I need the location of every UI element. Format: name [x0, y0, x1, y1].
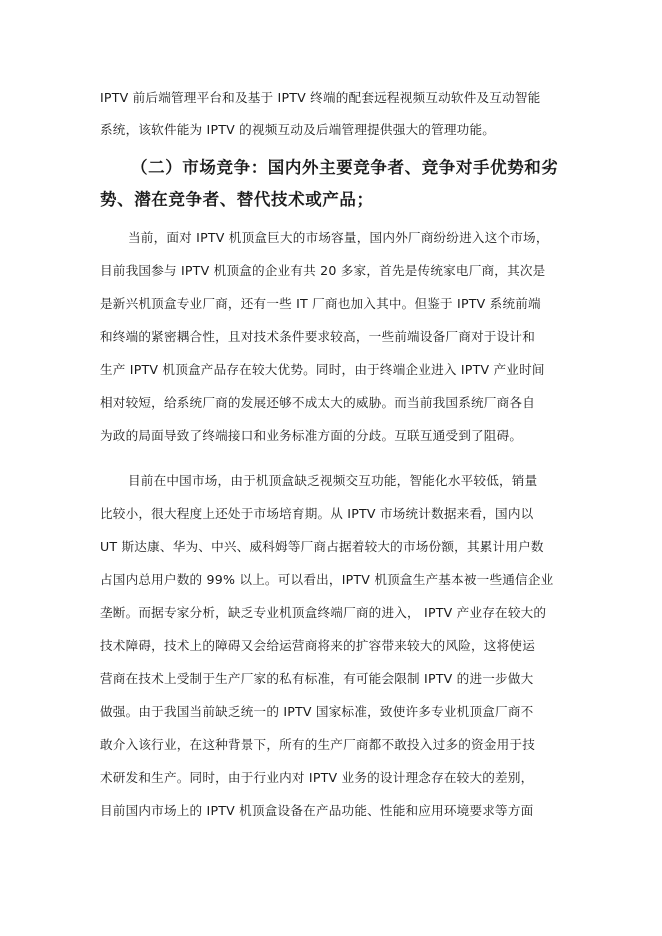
text-line: 垄断。而据专家分析，缺乏专业机顶盒终端厂商的进入， IPTV 产业存在较大的 — [100, 605, 547, 620]
text-line: 相对较短，给系统厂商的发展还够不成太大的威胁。而当前我国系统厂商各自 — [100, 395, 535, 410]
text-line: 系统，该软件能为 IPTV 的视频互动及后端管理提供强大的管理功能。 — [100, 122, 496, 137]
text-line: 和终端的紧密耦合性，且对技术条件要求较高，一些前端设备厂商对于设计和 — [100, 329, 535, 344]
heading-line: （二）市场竞争：国内外主要竞争者、竞争对手优势和劣 — [131, 158, 559, 177]
text-line: 目前我国参与 IPTV 机顶盒的企业有共 20 多家，首先是传统家电厂商，其次是 — [100, 263, 546, 278]
text-line: 当前，面对 IPTV 机顶盒巨大的市场容量，国内外厂商纷纷进入这个市场， — [128, 230, 549, 245]
text-line: 营商在技术上受制于生产厂家的私有标准，有可能会限制 IPTV 的进一步做大 — [100, 671, 534, 686]
text-line: 敢介入该行业，在这种背景下，所有的生产厂商都不敢投入过多的资金用于技 — [100, 737, 535, 752]
text-line: 生产 IPTV 机顶盒产品存在较大优势。同时，由于终端企业进入 IPTV 产业时间 — [100, 362, 545, 377]
text-line: 比较小，很大程度上还处于市场培育期。从 IPTV 市场统计数据来看，国内以 — [100, 506, 534, 521]
text-line: 做强。由于我国当前缺乏统一的 IPTV 国家标准，致使许多专业机顶盒厂商不 — [100, 704, 534, 719]
text-line: 为政的局面导致了终端接口和业务标准方面的分歧。互联互通受到了阻碍。 — [100, 428, 523, 443]
text-line: 是新兴机顶盒专业厂商，还有一些 IT 厂商也加入其中。但鉴于 IPTV 系统前端 — [100, 296, 541, 311]
text-line: 占国内总用户数的 99% 以上。可以看出，IPTV 机顶盒生产基本被一些通信企业 — [100, 572, 554, 587]
text-line: 目前在中国市场，由于机顶盒缺乏视频交互功能，智能化水平较低，销量 — [128, 473, 538, 488]
text-line: 目前国内市场上的 IPTV 机顶盒设备在产品功能、性能和应用环境要求等方面 — [100, 803, 534, 818]
text-line: 术研发和生产。同时，由于行业内对 IPTV 业务的设计理念存在较大的差别， — [100, 770, 534, 785]
text-line: IPTV 前后端管理平台和及基于 IPTV 终端的配套远程视频互动软件及互动智能 — [100, 90, 541, 105]
text-line: UT 斯达康、华为、中兴、威科姆等厂商占据着较大的市场份额，其累计用户数 — [100, 539, 544, 554]
text-line: 技术障碍，技术上的障碍又会给运营商将来的扩容带来较大的风险，这将使运 — [100, 638, 535, 653]
heading-line: 势、潜在竞争者、替代技术或产品； — [100, 190, 374, 209]
